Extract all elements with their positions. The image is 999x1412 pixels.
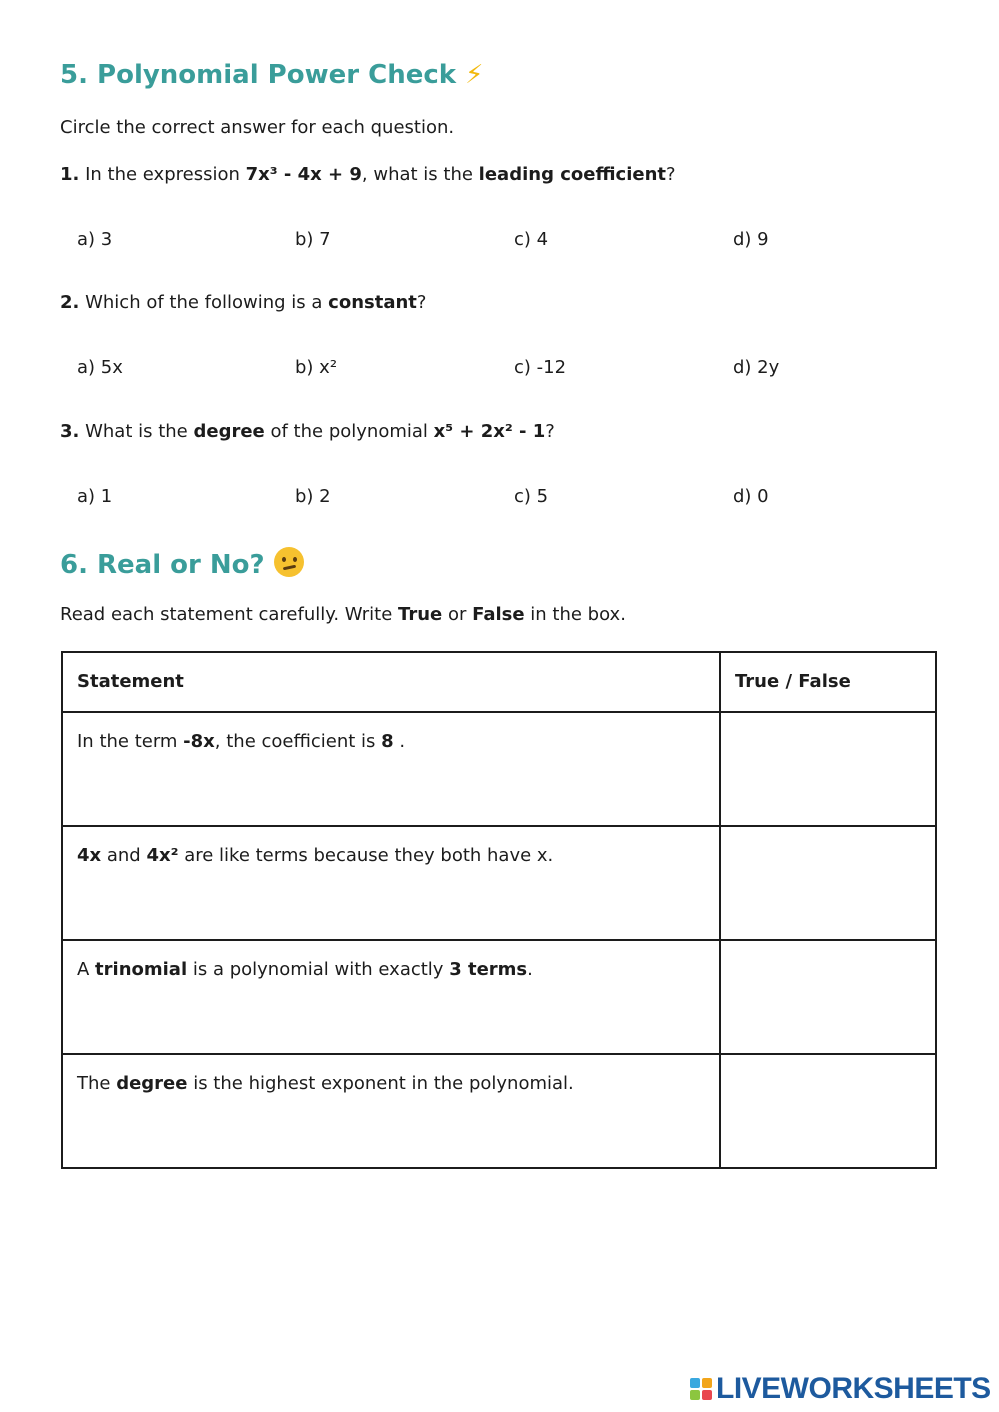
question-3: 3. What is the degree of the polynomial x⁵ + 2x² - 1? — [60, 421, 555, 442]
liveworksheets-logo — [690, 1372, 991, 1406]
section-6-title: 6. Real or No? — [60, 547, 304, 580]
q1-option-b[interactable]: b) 7 — [295, 229, 331, 250]
table-row — [62, 940, 936, 1054]
section-5-instructions: Circle the correct answer for each question. — [60, 117, 455, 138]
table-row — [62, 826, 936, 940]
true-false-table — [61, 651, 937, 1169]
q3-option-a[interactable]: a) 1 — [77, 486, 113, 507]
answer-box-4[interactable] — [720, 1054, 936, 1168]
thinking-face-icon — [274, 547, 304, 577]
q2-option-a[interactable]: a) 5x — [77, 357, 123, 378]
answer-box-1[interactable] — [720, 712, 936, 826]
section-5-title: 5. Polynomial Power Check ⚡ — [60, 60, 484, 90]
question-2: 2. Which of the following is a constant? — [60, 292, 427, 313]
q3-option-b[interactable]: b) 2 — [295, 486, 331, 507]
logo-text: LIVEWORKSHEETS — [716, 1372, 991, 1405]
q2-option-c[interactable]: c) -12 — [514, 357, 567, 378]
statement-1: In the term -8x, the coefficient is 8 . — [62, 712, 720, 826]
answer-box-3[interactable] — [720, 940, 936, 1054]
table-row — [62, 712, 936, 826]
section-6-instructions: Read each statement carefully. Write True or False in the box. — [60, 604, 626, 625]
lightning-bolt-icon: ⚡ — [465, 60, 484, 90]
header-true-false: True / False — [720, 652, 936, 712]
q3-option-c[interactable]: c) 5 — [514, 486, 549, 507]
table-header-row — [62, 652, 936, 712]
header-statement: Statement — [62, 652, 720, 712]
q1-option-c[interactable]: c) 4 — [514, 229, 549, 250]
statement-2: 4x and 4x² are like terms because they both have x. — [62, 826, 720, 940]
question-1: 1. In the expression 7x³ - 4x + 9, what is the leading coefficient? — [60, 164, 676, 185]
q2-option-d[interactable]: d) 2y — [733, 357, 780, 378]
q3-option-d[interactable]: d) 0 — [733, 486, 769, 507]
answer-box-2[interactable] — [720, 826, 936, 940]
logo-mark-icon — [690, 1378, 712, 1400]
q1-option-d[interactable]: d) 9 — [733, 229, 769, 250]
statement-4: The degree is the highest exponent in the polynomial. — [62, 1054, 720, 1168]
q1-option-a[interactable]: a) 3 — [77, 229, 113, 250]
q2-option-b[interactable]: b) x² — [295, 357, 338, 378]
statement-3: A trinomial is a polynomial with exactly 3 terms. — [62, 940, 720, 1054]
table-row — [62, 1054, 936, 1168]
